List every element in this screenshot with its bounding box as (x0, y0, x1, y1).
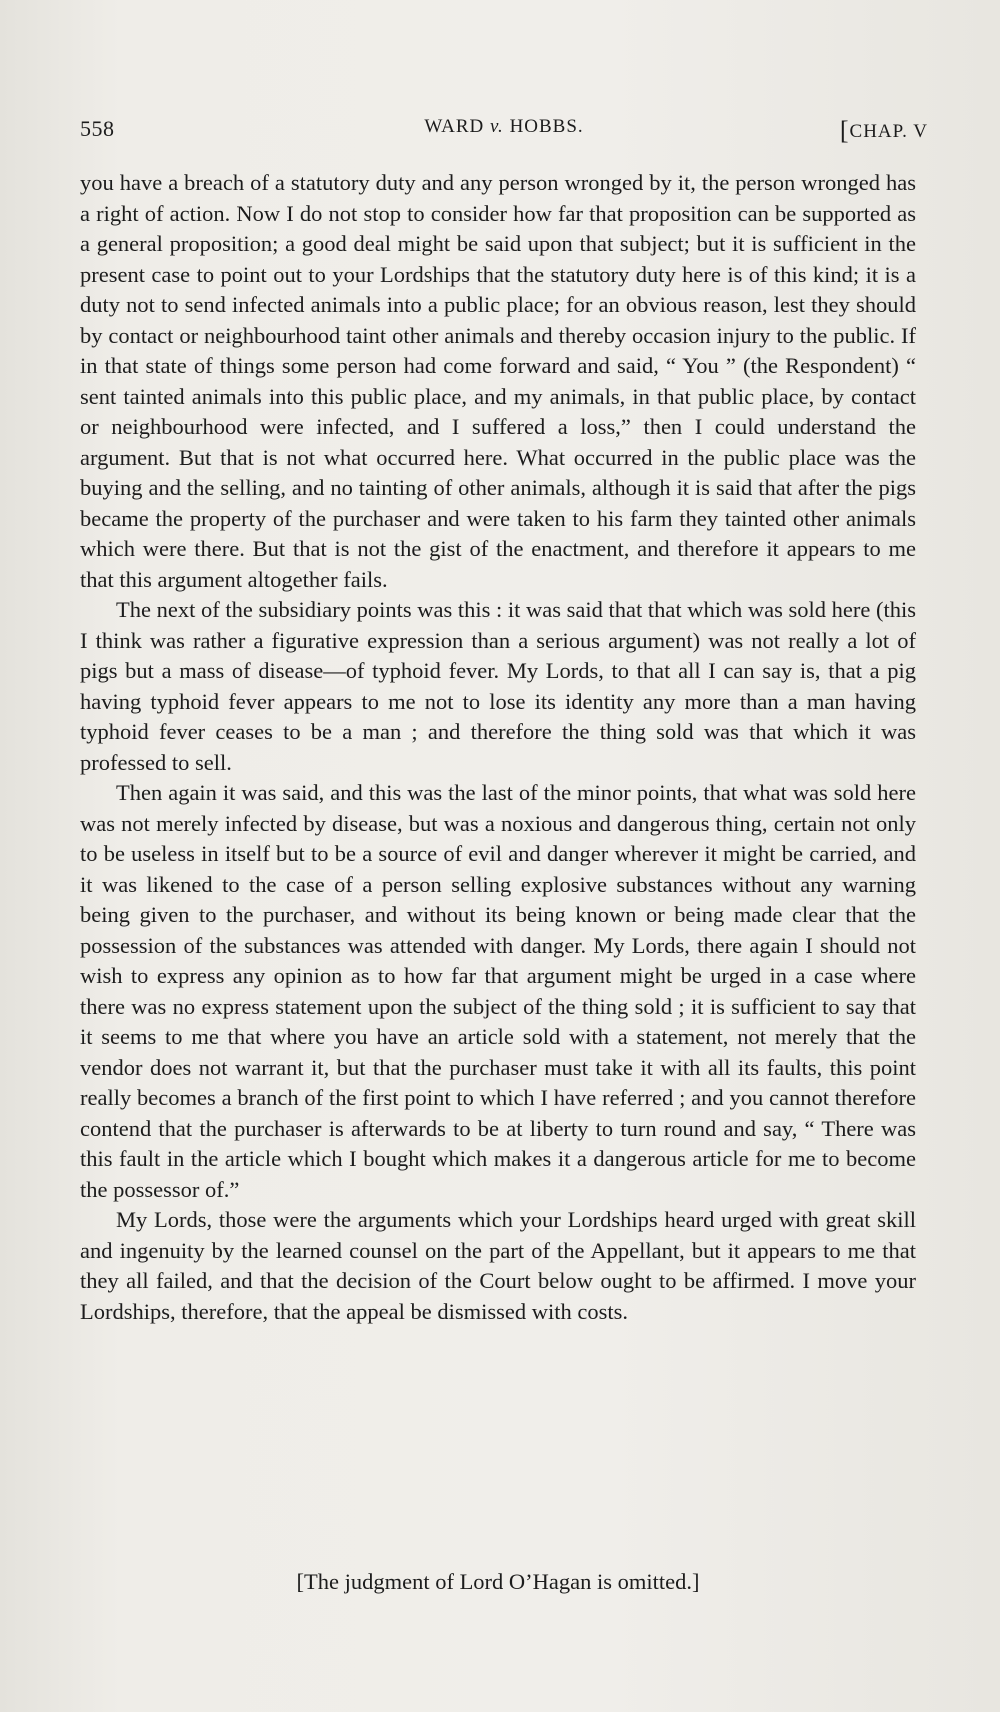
page-number: 558 (80, 116, 115, 141)
paragraph-2: The next of the subsidiary points was this : it was said that that which was sold here (this I think was rather a figurative expression than a serious argument) was not really a lot of pigs but a mass of disease—of typhoid fever. My Lords, to that all I can say is, that a pig having typhoid fever appears to me not to lose its identity any more than a man having typhoid fever ceases to be a man ; and therefore the thing sold was that which it was professed to sell. (80, 597, 916, 775)
paragraph-1: you have a breach of a statutory duty and any person wronged by it, the person wronged has a right of action. Now I do not stop to consider how far that proposition can be supported as a general proposition; a good deal might be said upon that subject; but it is sufficient in the present case to point out to your Lordships that the statutory duty here is of this kind; it is a duty not to send infected animals into a public place; for an obvious reason, lest they should by contact or neighbourhood taint other animals and thereby occasion injury to the public. If in that state of things some person had come forward and said, “ You ” (the Respondent) “ sent tainted animals into this public place, and my animals, in that public place, by contact or neighbourhood were infected, and I suffered a loss,” then I could understand the argument. But that is not what occurred here. What occurred in the public place was the buying and the selling, and no tainting of other animals, although it is said that after the pigs became the property of the purchaser and were taken to his farm they tainted other animals which were there. But that is not the gist of the enactment, and therefore it appears to me that this argument altogether fails. (80, 170, 916, 592)
running-title-prefix: WARD (424, 116, 491, 137)
chapter-bracket: [ (839, 116, 850, 145)
chapter-label (840, 116, 928, 146)
omitted-judgment-note: [The judgment of Lord O’Hagan is omitted.] (296, 1569, 700, 1594)
body-text (80, 168, 916, 1327)
running-title-suffix: HOBBS. (503, 116, 584, 137)
running-header (80, 116, 928, 150)
running-title-versus: v. (490, 116, 504, 137)
running-title (80, 116, 928, 138)
paragraph-4: My Lords, those were the arguments which your Lordships heard urged with great skill and ingenuity by the learned counsel on the part of the Appellant, but it appears to me that they all failed, and that the decision of the Court below ought to be affirmed. I move your Lordships, therefore, that the appeal be dismissed with costs. (80, 1207, 916, 1324)
chapter-text: CHAP. V (849, 121, 928, 142)
paragraph-3: Then again it was said, and this was the last of the minor points, that what was sold here was not merely infected by disease, but was a noxious and dangerous thing, certain not only to be useless in itself but to be a source of evil and danger wherever it might be carried, and it was likened to the case of a person selling explosive substances without any warning being given to the purchaser, and without its being known or being made clear that the possession of the substances was attended with danger. My Lords, there again I should not wish to express any opinion as to how far that argument might be urged in a case where there was no express statement upon the subject of the thing sold ; it is sufficient to say that it seems to me that where you have an article sold with a statement, not merely that the vendor does not warrant it, but that the purchaser must take it with all its faults, this point really becomes a branch of the first point to which I have referred ; and you cannot therefore contend that the purchaser is afterwards to be at liberty to turn round and say, “ There was this fault in the article which I bought which makes it a dangerous article for me to become the possessor of.” (80, 780, 916, 1202)
